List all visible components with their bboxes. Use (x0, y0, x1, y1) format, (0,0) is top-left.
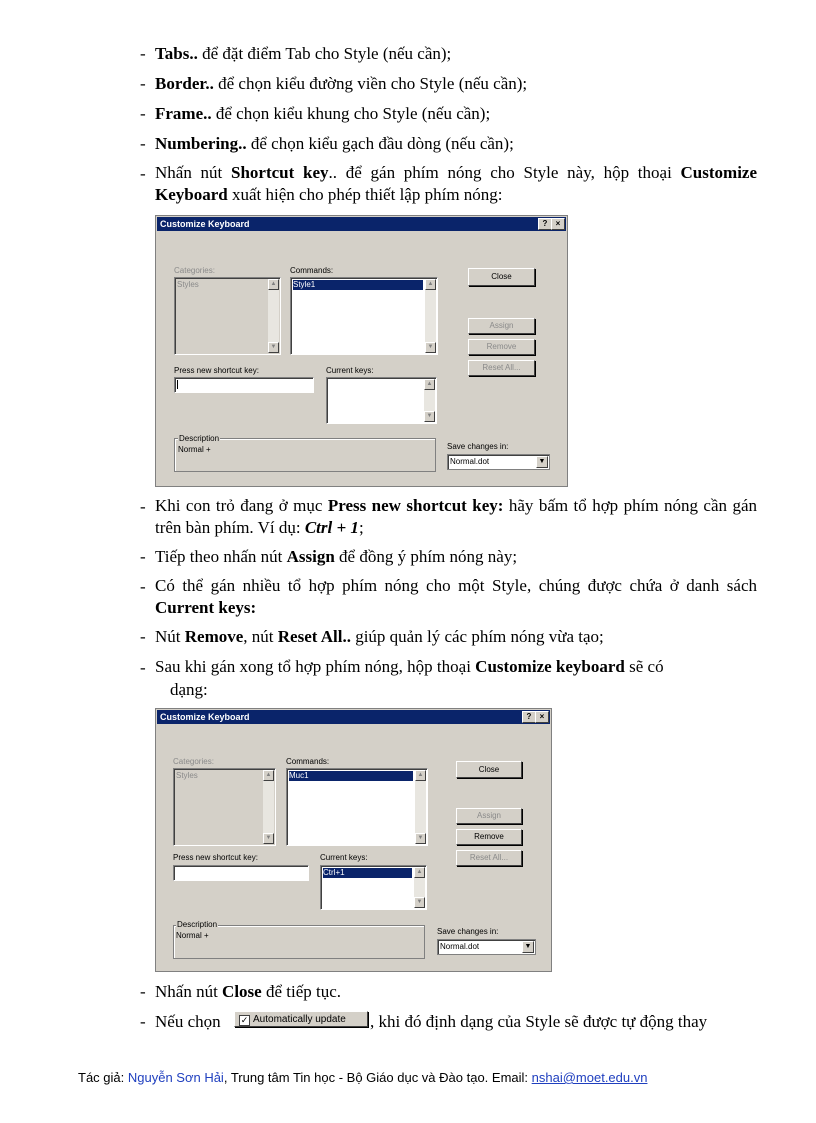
list-item-selected[interactable]: Ctrl+1 (323, 868, 412, 878)
current-keys-list[interactable] (326, 377, 437, 424)
description-label: Description (179, 434, 220, 443)
scrollbar[interactable] (424, 379, 435, 422)
scroll-down-icon[interactable]: ▼ (268, 342, 279, 353)
scrollbar[interactable] (263, 770, 274, 844)
author-name: Nguyễn Sơn Hải (127, 1070, 224, 1085)
scroll-down-icon[interactable]: ▼ (263, 833, 274, 844)
description-group (173, 925, 425, 959)
categories-list[interactable] (174, 277, 281, 355)
customize-keyboard-dialog-1 (155, 215, 568, 487)
customize-keyboard-dialog-2 (155, 708, 552, 972)
press-shortcut-label: Press new shortcut key: (173, 853, 258, 862)
dialog-titlebar: Customize Keyboard (157, 217, 566, 231)
scroll-up-icon[interactable]: ▲ (414, 867, 425, 878)
current-keys-label: Current keys: (320, 853, 368, 862)
press-shortcut-label: Press new shortcut key: (174, 366, 259, 375)
scroll-up-icon[interactable]: ▲ (268, 279, 279, 290)
list-item-selected[interactable]: Style1 (293, 280, 423, 290)
save-changes-select[interactable] (447, 454, 550, 470)
close-button[interactable]: Close (456, 761, 522, 778)
scrollbar[interactable] (415, 770, 426, 844)
current-keys-list[interactable] (320, 865, 427, 910)
scrollbar[interactable] (268, 279, 279, 353)
automatically-update-checkbox[interactable]: ✓ Automatically update (234, 1011, 368, 1027)
chevron-down-icon[interactable]: ▼ (536, 456, 548, 468)
save-changes-value: Normal.dot (450, 457, 490, 466)
close-x-button[interactable]: × (551, 218, 565, 230)
press-shortcut-input[interactable] (174, 377, 314, 393)
categories-list[interactable] (173, 768, 276, 846)
description-text: Normal + (176, 931, 209, 940)
description-text: Normal + (178, 445, 211, 454)
page-footer: Tác giả: Nguyễn Sơn Hải, Trung tâm Tin học - Bộ Giáo dục và Đào tạo. Email: nshai@moet.edu.vn (78, 1070, 648, 1085)
dialog-titlebar: Customize Keyboard (157, 710, 550, 724)
list-item[interactable]: Styles (177, 280, 199, 289)
scroll-up-icon[interactable]: ▲ (424, 379, 435, 390)
scroll-down-icon[interactable]: ▼ (424, 411, 435, 422)
save-changes-label: Save changes in: (447, 442, 509, 451)
scroll-up-icon[interactable]: ▲ (263, 770, 274, 781)
current-keys-label: Current keys: (326, 366, 374, 375)
reset-all-button[interactable]: Reset All... (468, 360, 535, 376)
email-link[interactable]: nshai@moet.edu.vn (531, 1070, 648, 1085)
scrollbar[interactable] (425, 279, 436, 353)
save-changes-value: Normal.dot (440, 942, 480, 951)
save-changes-label: Save changes in: (437, 927, 499, 936)
help-button[interactable]: ? (538, 218, 552, 230)
commands-label: Commands: (286, 757, 330, 766)
list-item-selected[interactable]: Muc1 (289, 771, 413, 781)
assign-button[interactable]: Assign (468, 318, 535, 334)
remove-button[interactable]: Remove (456, 829, 522, 845)
scrollbar[interactable] (414, 867, 425, 908)
scroll-down-icon[interactable]: ▼ (414, 897, 425, 908)
reset-all-button[interactable]: Reset All... (456, 850, 522, 866)
save-changes-select[interactable] (437, 939, 536, 955)
scroll-down-icon[interactable]: ▼ (425, 342, 436, 353)
commands-list[interactable] (286, 768, 428, 846)
close-x-button[interactable]: × (535, 711, 549, 723)
checkmark-icon[interactable]: ✓ (240, 1015, 249, 1025)
help-button[interactable]: ? (522, 711, 536, 723)
categories-label: Categories: (174, 266, 215, 275)
press-shortcut-input[interactable] (173, 865, 309, 881)
scroll-down-icon[interactable]: ▼ (415, 833, 426, 844)
commands-label: Commands: (290, 266, 334, 275)
close-button[interactable]: Close (468, 268, 535, 286)
assign-button[interactable]: Assign (456, 808, 522, 824)
description-label: Description (177, 920, 218, 929)
categories-label: Categories: (173, 757, 214, 766)
list-item[interactable]: Styles (176, 771, 198, 780)
commands-list[interactable] (290, 277, 438, 355)
scroll-up-icon[interactable]: ▲ (425, 279, 436, 290)
remove-button[interactable]: Remove (468, 339, 535, 355)
chevron-down-icon[interactable]: ▼ (522, 941, 534, 953)
scroll-up-icon[interactable]: ▲ (415, 770, 426, 781)
